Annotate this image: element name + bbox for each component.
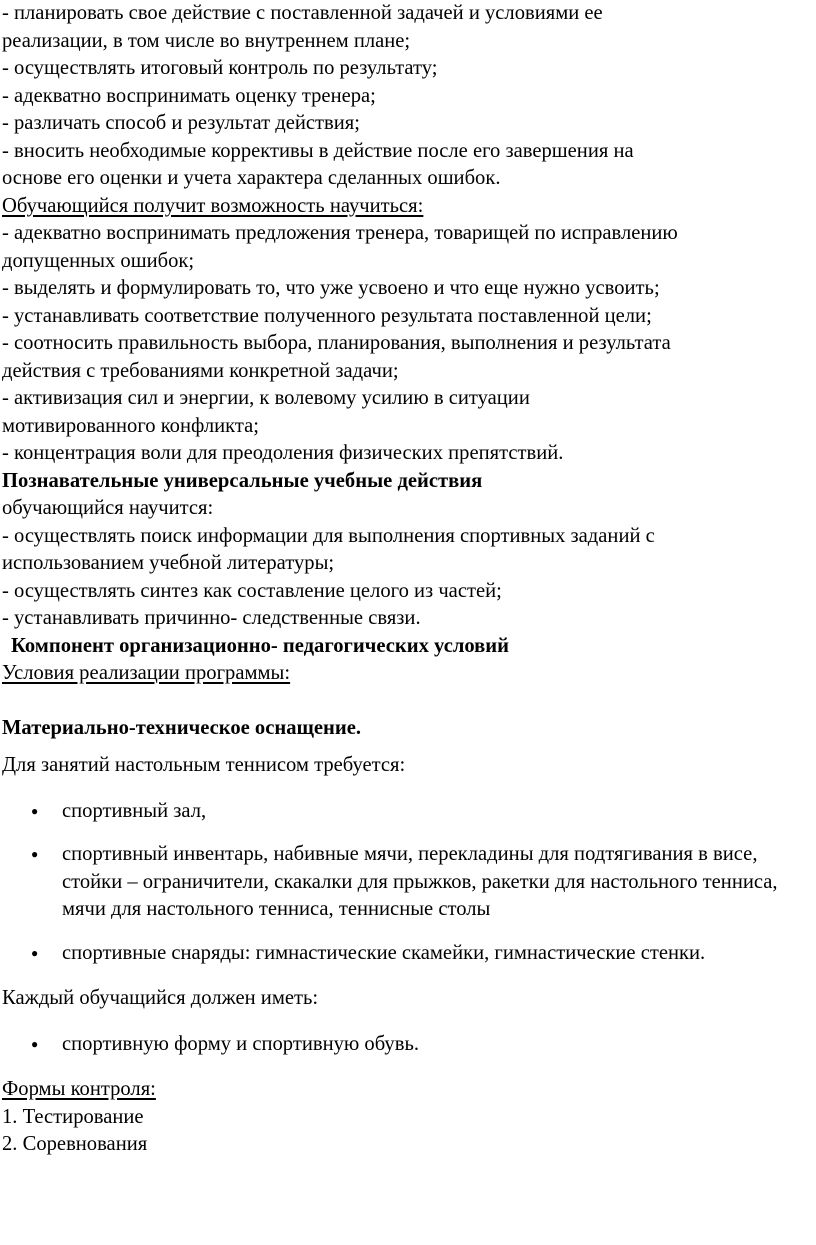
- text-line: - осуществлять поиск информации для выполнения спортивных заданий с: [2, 524, 655, 547]
- text-line: - адекватно воспринимать оценку тренера;: [2, 84, 376, 107]
- cognitive-block: [2, 523, 814, 633]
- opportunity-heading: Обучающийся получит возможность научиться:: [2, 194, 424, 217]
- text-line: - концентрация воли для преодоления физических препятствий.: [2, 442, 564, 464]
- list-item-text: спортивные снаряды: гимнастические скамейки, гимнастические стенки.: [62, 941, 706, 964]
- opportunity-block: [2, 220, 814, 468]
- text-line: - осуществлять синтез как составление целого из частей;: [2, 579, 502, 602]
- text-line: действия с требованиями конкретной задачи;: [2, 359, 399, 382]
- text-line: - вносить необходимые коррективы в действие после его завершения на: [2, 139, 634, 162]
- text-line: - различать способ и результат действия;: [2, 112, 360, 134]
- text-line: - соотносить правильность выбора, планирования, выполнения и результата: [2, 332, 671, 354]
- list-item-text: спортивную форму и спортивную обувь.: [62, 1032, 419, 1055]
- bullet-icon: ●: [31, 803, 39, 818]
- list-item: [2, 798, 814, 826]
- list-item: [2, 940, 814, 968]
- equipment-intro: Для занятий настольным теннисом требуется:: [2, 754, 406, 776]
- student-list: [2, 1031, 814, 1059]
- text-line: - выделять и формулировать то, что уже усвоено и что еще нужно усвоить;: [2, 277, 660, 299]
- text-line: - устанавливать причинно- следственные связи.: [2, 607, 421, 629]
- list-item-text: спортивный зал,: [62, 799, 207, 822]
- text-line: - планировать свое действие с поставленной задачей и условиями ее: [2, 2, 603, 24]
- conditions-heading: Условия реализации программы:: [2, 662, 291, 684]
- text-line: использованием учебной литературы;: [2, 552, 335, 574]
- bullet-icon: ●: [31, 1036, 39, 1051]
- list-item: [2, 841, 814, 924]
- list-item-text: спортивный инвентарь, набивные мячи, перекладины для подтягивания в висе, стойки – ограничители, скакалки для прыжков, ракетки для настольного тенниса, мячи для настольного тенниса, теннисные столы: [62, 843, 778, 920]
- control-item: 2. Соревнования: [2, 1133, 148, 1155]
- cognitive-subheading: обучающийся научится:: [2, 497, 214, 519]
- material-heading: Материально-техническое оснащение.: [2, 716, 362, 739]
- component-heading: Компонент организационно- педагогических условий: [11, 634, 510, 657]
- text-line: реализации, в том числе во внутреннем плане;: [2, 29, 411, 52]
- text-line: - активизация сил и энергии, к волевому усилию в ситуации: [2, 387, 530, 409]
- control-item: 1. Тестирование: [2, 1105, 144, 1128]
- list-item: [2, 1031, 814, 1059]
- bullet-icon: ●: [31, 945, 39, 960]
- text-line: - устанавливать соответствие полученного результата поставленной цели;: [2, 304, 652, 327]
- intro-block: [2, 0, 814, 193]
- text-line: мотивированного конфликта;: [2, 414, 259, 437]
- cognitive-heading: Познавательные универсальные учебные действия: [2, 469, 483, 492]
- text-line: - адекватно воспринимать предложения тренера, товарищей по исправлению: [2, 222, 678, 244]
- text-line: основе его оценки и учета характера сделанных ошибок.: [2, 167, 501, 189]
- equipment-list: [2, 798, 814, 968]
- text-line: допущенных ошибок;: [2, 249, 195, 272]
- text-line: - осуществлять итоговый контроль по результату;: [2, 57, 438, 79]
- student-intro: Каждый обучащийся должен иметь:: [2, 987, 319, 1009]
- bullet-icon: ●: [31, 847, 39, 861]
- control-heading: Формы контроля:: [2, 1078, 156, 1100]
